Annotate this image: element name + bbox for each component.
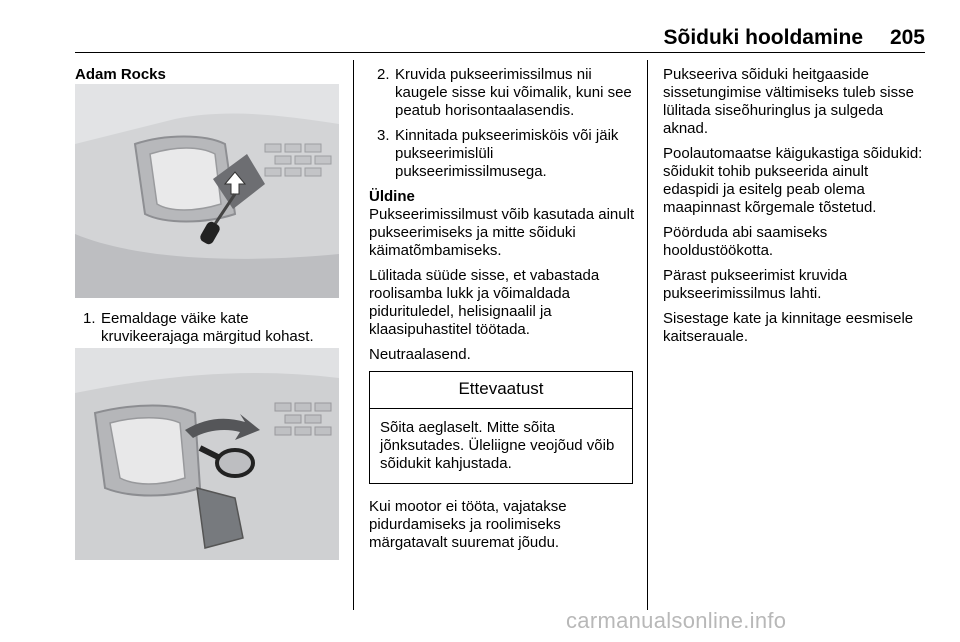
- warning-title: Ettevaatust: [370, 372, 632, 409]
- figure-tow-eye: [75, 348, 339, 560]
- warning-box: [369, 371, 633, 484]
- step-1: 1. Eemaldage väike kate kruvikeerajaga märgitud kohast.: [83, 310, 314, 345]
- column-2: [369, 66, 637, 559]
- col3-para-4: Pärast pukseerimist kruvida pukseerimissilmus lahti.: [663, 267, 848, 302]
- step-2: 2. Kruvida pukseerimissilmus nii kaugele sisse kui võimalik, kuni see peatub horisontaalasendis.: [377, 66, 632, 119]
- section-title: Sõiduki hooldamine: [663, 26, 863, 49]
- header-rule: [75, 52, 925, 53]
- column-divider-1: [353, 60, 354, 610]
- page-header: [75, 22, 925, 50]
- column-1-steps: [75, 310, 345, 353]
- general-para-4: Kui mootor ei tööta, vajatakse pidurdamiseks ja roolimiseks märgatavalt suuremat jõudu.: [369, 498, 567, 551]
- general-para-3: Neutraalasend.: [369, 346, 471, 363]
- watermark: carmanualsonline.info: [566, 608, 787, 633]
- model-heading: Adam Rocks: [75, 66, 166, 83]
- col3-para-2: Poolautomaatse käigukastiga sõidukid: sõidukit tohib pukseerida ainult edaspidi ja esitelg peab olema maapinnast kõrgemale tõstetud.: [663, 145, 923, 216]
- col3-para-1: Pukseeriva sõiduki heitgaaside sissetungimise vältimiseks tuleb sisse lülitada siseõhuringlus ja sulgeda aknad.: [663, 66, 914, 137]
- warning-body: Sõita aeglaselt. Mitte sõita jõnksutades. Üleliigne veojõud võib sõidukit kahjustada.: [380, 419, 615, 472]
- general-para-2: Lülitada süüde sisse, et vabastada roolisamba lukk ja võimaldada pidurituledel, helisignaalil ja klaasipuhastitel töötada.: [369, 267, 600, 338]
- general-para-1: Pukseerimissilmust võib kasutada ainult pukseerimiseks ja mitte sõiduki käimatõmbamiseks.: [369, 206, 635, 259]
- page-number: 205: [889, 26, 925, 49]
- column-3: [663, 66, 928, 353]
- general-heading: Üldine: [369, 188, 415, 205]
- col3-para-3: Pöörduda abi saamiseks hooldustöökotta.: [663, 224, 828, 259]
- step-3: 3. Kinnitada pukseerimisköis või jäik pukseerimislüli pukseerimissilmusega.: [377, 127, 619, 180]
- col3-para-5: Sisestage kate ja kinnitage eesmisele kaitserauale.: [663, 310, 914, 345]
- column-divider-2: [647, 60, 648, 610]
- figure-remove-cover: [75, 84, 339, 298]
